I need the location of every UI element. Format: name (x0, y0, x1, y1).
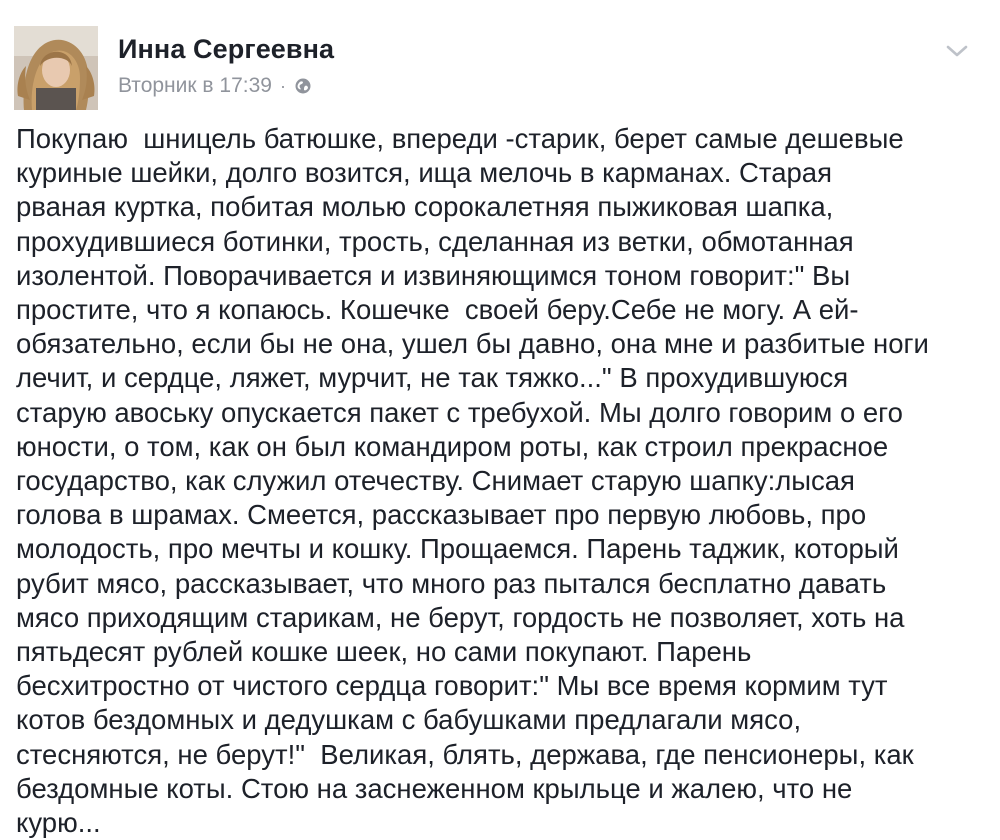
post-text-line: бездомные коты. Стою на заснеженном крыльце и жалею, что не (16, 772, 853, 804)
post-meta (118, 74, 312, 98)
post-timestamp[interactable]: Вторник в 17:39 (118, 74, 272, 97)
post-text-line: курю... (16, 807, 101, 839)
post-text-line: прохудившиеся ботинки, трость, сделанная из ветки, обмотанная (16, 225, 854, 257)
chevron-down-icon[interactable] (944, 40, 970, 62)
post-text-line: пятьдесят рублей кошке шеек, но сами покупают. Парень (16, 636, 752, 668)
post-text-line: голова в шрамах. Смеется, рассказывает про первую любовь, про (16, 499, 867, 531)
post-text-line: изолентой. Поворачивается и извиняющимся тоном говорит:" Вы (16, 259, 851, 291)
post-text-line: куриные шейки, долго возится, ища мелочь в карманах. Старая (16, 157, 832, 189)
profile-photo (14, 26, 98, 110)
post-text-line: бесхитростно от чистого сердца говорит:" Мы все время кормим тут (16, 670, 888, 702)
post-text-line: обязательно, если бы не она, ушел бы давно, она мне и разбитые ноги (16, 328, 929, 360)
post-text-line: рваная куртка, побитая молью сорокалетняя пыжиковая шапка, (16, 191, 834, 223)
post-text-line: лечит, и сердце, ляжет, мурчит, не так тяжко..." В прохудившуюся (16, 362, 849, 394)
post-text-line: котов бездомных и дедушкам с бабушками предлагали мясо, (16, 704, 802, 736)
post-text-line: Покупаю шницель батюшке, впереди -старик, берет самые дешевые (16, 123, 904, 154)
post-text-line: стесняются, не берут!" Великая, блять, держава, где пенсионеры, как (16, 738, 914, 770)
post-text-line: государство, как служил отечеству. Снимает старую шапку:лысая (16, 465, 855, 497)
post-text-line: старую авоську опускается пакет с требухой. Мы долго говорим о его (16, 396, 903, 428)
post-text-line: мясо приходящим старикам, не берут, гордость не позволяет, хоть на (16, 601, 905, 633)
post-text-line: простите, что я копаюсь. Кошечке своей беру.Себе не могу. А ей- (16, 294, 859, 326)
author-name[interactable]: Инна Сергеевна (118, 34, 335, 64)
meta-separator: · (279, 75, 286, 96)
avatar[interactable] (14, 26, 98, 110)
post-text-line: молодость, про мечты и кошку. Прощаемся. Парень таджик, который (16, 533, 899, 565)
post-text-line: юности, о том, как он был командиром роты, как строил прекрасное (16, 430, 889, 462)
globe-icon[interactable] (294, 77, 312, 95)
post-body (16, 122, 991, 840)
post-text-line: рубит мясо, рассказывает, что много раз пытался бесплатно давать (16, 567, 887, 599)
